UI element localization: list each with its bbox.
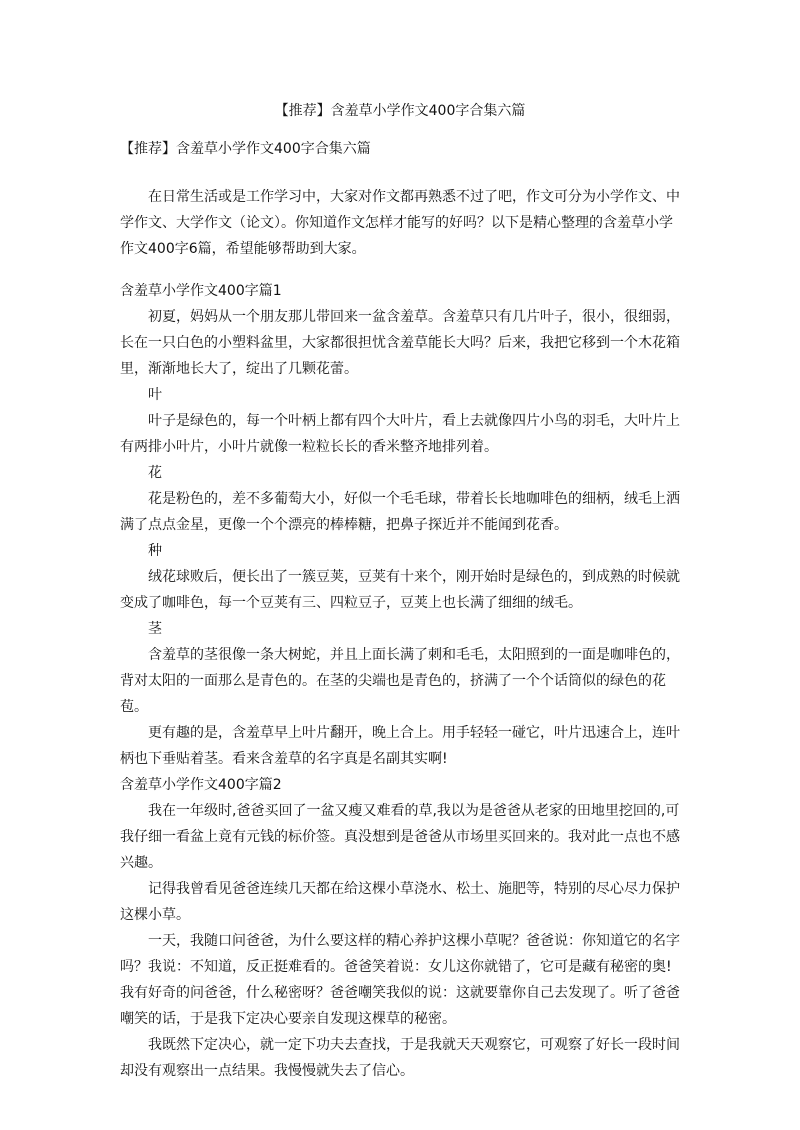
essay1-heading: 含羞草小学作文400字篇1 [120,283,282,299]
flower-paragraph: 花是粉色的，差不多葡萄大小，好似一个毛毛球，带着长长地咖啡色的细柄，绒毛上洒满了点点金星，更像一个个漂亮的棒棒糖，把鼻子探近并不能闻到花香。 [120,491,680,533]
document-subtitle: 【推荐】含羞草小学作文400字合集六篇 [120,141,371,157]
essay2-heading: 含羞草小学作文400字篇2 [120,777,282,793]
seed-paragraph: 绒花球败后，便长出了一簇豆荚，豆荚有十来个，刚开始时是绿色的，到成熟的时候就变成了咖啡色，每一个豆荚有三、四粒豆子，豆荚上也长满了细细的绒毛。 [120,569,680,611]
essay2-paragraph-2: 记得我曾看见爸爸连续几天都在给这棵小草浇水、松土、施肥等，特别的尽心尽力保护这棵小草。 [120,881,680,923]
flower-label: 花 [148,465,162,481]
essay1-paragraph-1: 初夏，妈妈从一个朋友那儿带回来一盆含羞草。含羞草只有几片叶子，很小，很细弱，长在一只白色的小塑料盆里，大家都很担忧含羞草能长大吗？后来，我把它移到一个木花箱里，渐渐地长大了，绽出了几颗花蕾。 [120,309,680,377]
essay2-paragraph-1: 我在一年级时,爸爸买回了一盆又瘦又难看的草,我以为是爸爸从老家的田地里挖回的,可我仔细一看盆上竟有元钱的标价签。真没想到是爸爸从市场里买回来的。我对此一点也不感兴趣。 [120,803,680,871]
essay1-closing-paragraph: 更有趣的是，含羞草早上叶片翻开，晚上合上。用手轻轻一碰它，叶片迅速合上，连叶柄也下垂贴着茎。看来含羞草的名字真是名副其实啊! [120,725,680,767]
intro-paragraph: 在日常生活或是工作学习中，大家对作文都再熟悉不过了吧，作文可分为小学作文、中学作文、大学作文（论文）。你知道作文怎样才能写的好吗？以下是精心整理的含羞草小学作文400字6篇，希望能够帮助到大家。 [120,189,680,257]
seed-label: 种 [148,543,162,559]
stem-label: 茎 [148,621,162,637]
leaf-paragraph: 叶子是绿色的，每一个叶柄上都有四个大叶片，看上去就像四片小鸟的羽毛，大叶片上有两排小叶片，小叶片就像一粒粒长长的香米整齐地排列着。 [120,413,680,455]
stem-paragraph: 含羞草的茎很像一条大树蛇，并且上面长满了刺和毛毛，太阳照到的一面是咖啡色的，背对太阳的一面那么是青色的。在茎的尖端也是青色的，挤满了一个个话筒似的绿色的花苞。 [120,647,680,715]
essay2-paragraph-4: 我既然下定决心，就一定下功夫去查找，于是我就天天观察它，可观察了好长一段时间却没有观察出一点结果。我慢慢就失去了信心。 [120,1037,680,1079]
document-title: 【推荐】含羞草小学作文400字合集六篇 [274,103,526,119]
document-body [120,136,685,1084]
leaf-label: 叶 [148,387,162,403]
essay2-paragraph-3: 一天，我随口问爸爸，为什么要这样的精心养护这棵小草呢？爸爸说：你知道它的名字吗？我说：不知道，反正挺难看的。爸爸笑着说：女儿这你就错了，它可是藏有秘密的奥!我有好奇的问爸爸，什么秘密呀？爸爸嘲笑我似的说：这就要靠你自己去发现了。听了爸爸嘲笑的话，于是我下定决心要亲自发现这棵草的秘密。 [120,933,680,1027]
